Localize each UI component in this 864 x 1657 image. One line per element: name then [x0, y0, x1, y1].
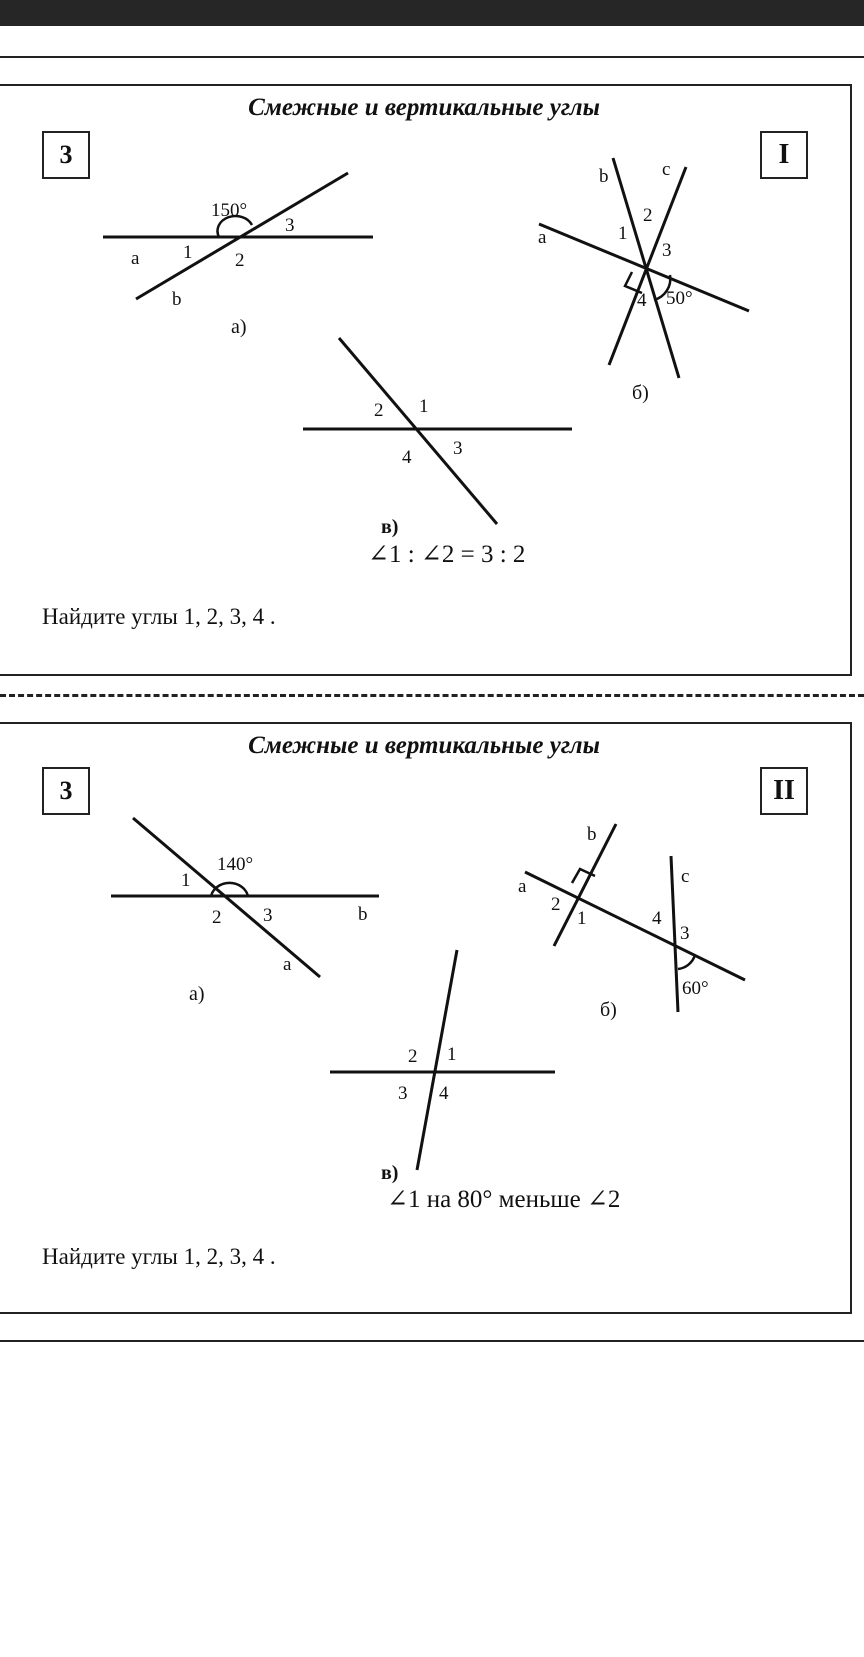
fig-a-label-1: 1: [183, 242, 193, 263]
figure-a: [103, 173, 373, 299]
fig-b-line-c: c: [662, 159, 671, 180]
fig-v-label-3: 3: [453, 438, 463, 459]
line-a: [525, 872, 745, 980]
fig-v-caption: в): [381, 1162, 399, 1184]
fig-a-label-1: 1: [181, 870, 191, 891]
fig-a-line-b: b: [358, 904, 368, 925]
fig-v-label-2: 2: [408, 1046, 418, 1067]
fig-b-line-a: a: [518, 876, 527, 897]
angle-label-50: 50°: [666, 288, 693, 309]
fig-b-line-c: c: [681, 866, 690, 887]
figure-v: [303, 338, 572, 524]
figure-b: [525, 824, 745, 1012]
fig-b-line-b: b: [587, 824, 597, 845]
fig-a-line-a: a: [283, 954, 292, 975]
fig-b-label-3: 3: [680, 923, 690, 944]
fig-v-label-1: 1: [447, 1044, 457, 1065]
card-variant-2: [0, 722, 852, 1314]
slanted-line: [339, 338, 497, 524]
condition-text: ∠1 на 80° меньше ∠2: [387, 1186, 621, 1213]
variant-box: I: [760, 131, 808, 179]
page-rule-top: [0, 56, 864, 58]
figures-canvas: [0, 86, 850, 674]
fig-a-line-b: b: [172, 289, 182, 310]
task-number-box: 3: [42, 767, 90, 815]
fig-b-label-2: 2: [643, 205, 653, 226]
fig-v-caption: в): [381, 516, 399, 538]
fig-v-label-3: 3: [398, 1083, 408, 1104]
figure-a: [111, 818, 379, 977]
fig-b-label-2: 2: [551, 894, 561, 915]
angle-label-60: 60°: [682, 978, 709, 999]
fig-v-label-1: 1: [419, 396, 429, 417]
fig-a-caption: а): [231, 316, 247, 338]
condition-text: ∠1 : ∠2 = 3 : 2: [368, 541, 526, 568]
fig-a-label-3: 3: [285, 215, 295, 236]
fig-v-label-2: 2: [374, 400, 384, 421]
line-c: [671, 856, 678, 1012]
fig-v-label-4: 4: [439, 1083, 449, 1104]
line-c: [609, 167, 686, 365]
figures-canvas: [0, 724, 850, 1312]
task-text: Найдите углы 1, 2, 3, 4 .: [42, 604, 276, 629]
variant-box: II: [760, 767, 808, 815]
fig-a-label-2: 2: [212, 907, 222, 928]
fig-v-label-4: 4: [402, 447, 412, 468]
fig-a-label-3: 3: [263, 905, 273, 926]
card-title: Смежные и вертикальные углы: [248, 732, 600, 759]
fig-b-line-b: b: [599, 166, 609, 187]
figure-b: [539, 158, 749, 378]
fig-a-line-a: a: [131, 248, 140, 269]
card-variant-1: [0, 84, 852, 676]
fig-a-label-2: 2: [235, 250, 245, 271]
fig-b-label-3: 3: [662, 240, 672, 261]
task-number-box: 3: [42, 131, 90, 179]
figure-v: [330, 950, 555, 1170]
fig-b-caption: б): [600, 999, 617, 1021]
fig-b-label-1: 1: [577, 908, 587, 929]
task-text: Найдите углы 1, 2, 3, 4 .: [42, 1244, 276, 1269]
fig-b-label-1: 1: [618, 223, 628, 244]
fig-b-caption: б): [632, 382, 649, 404]
angle-label-140: 140°: [216, 854, 254, 875]
angle-arc-60: [678, 955, 695, 969]
fig-b-label-4: 4: [637, 290, 647, 311]
fig-b-label-4: 4: [652, 908, 662, 929]
top-app-bar: [0, 0, 864, 26]
fig-a-caption: а): [189, 983, 205, 1005]
card-title: Смежные и вертикальные углы: [248, 94, 600, 121]
fig-b-line-a: a: [538, 227, 547, 248]
page-rule-bottom: [0, 1340, 864, 1342]
cut-line: [0, 694, 864, 697]
angle-label-150: 150°: [210, 200, 248, 221]
